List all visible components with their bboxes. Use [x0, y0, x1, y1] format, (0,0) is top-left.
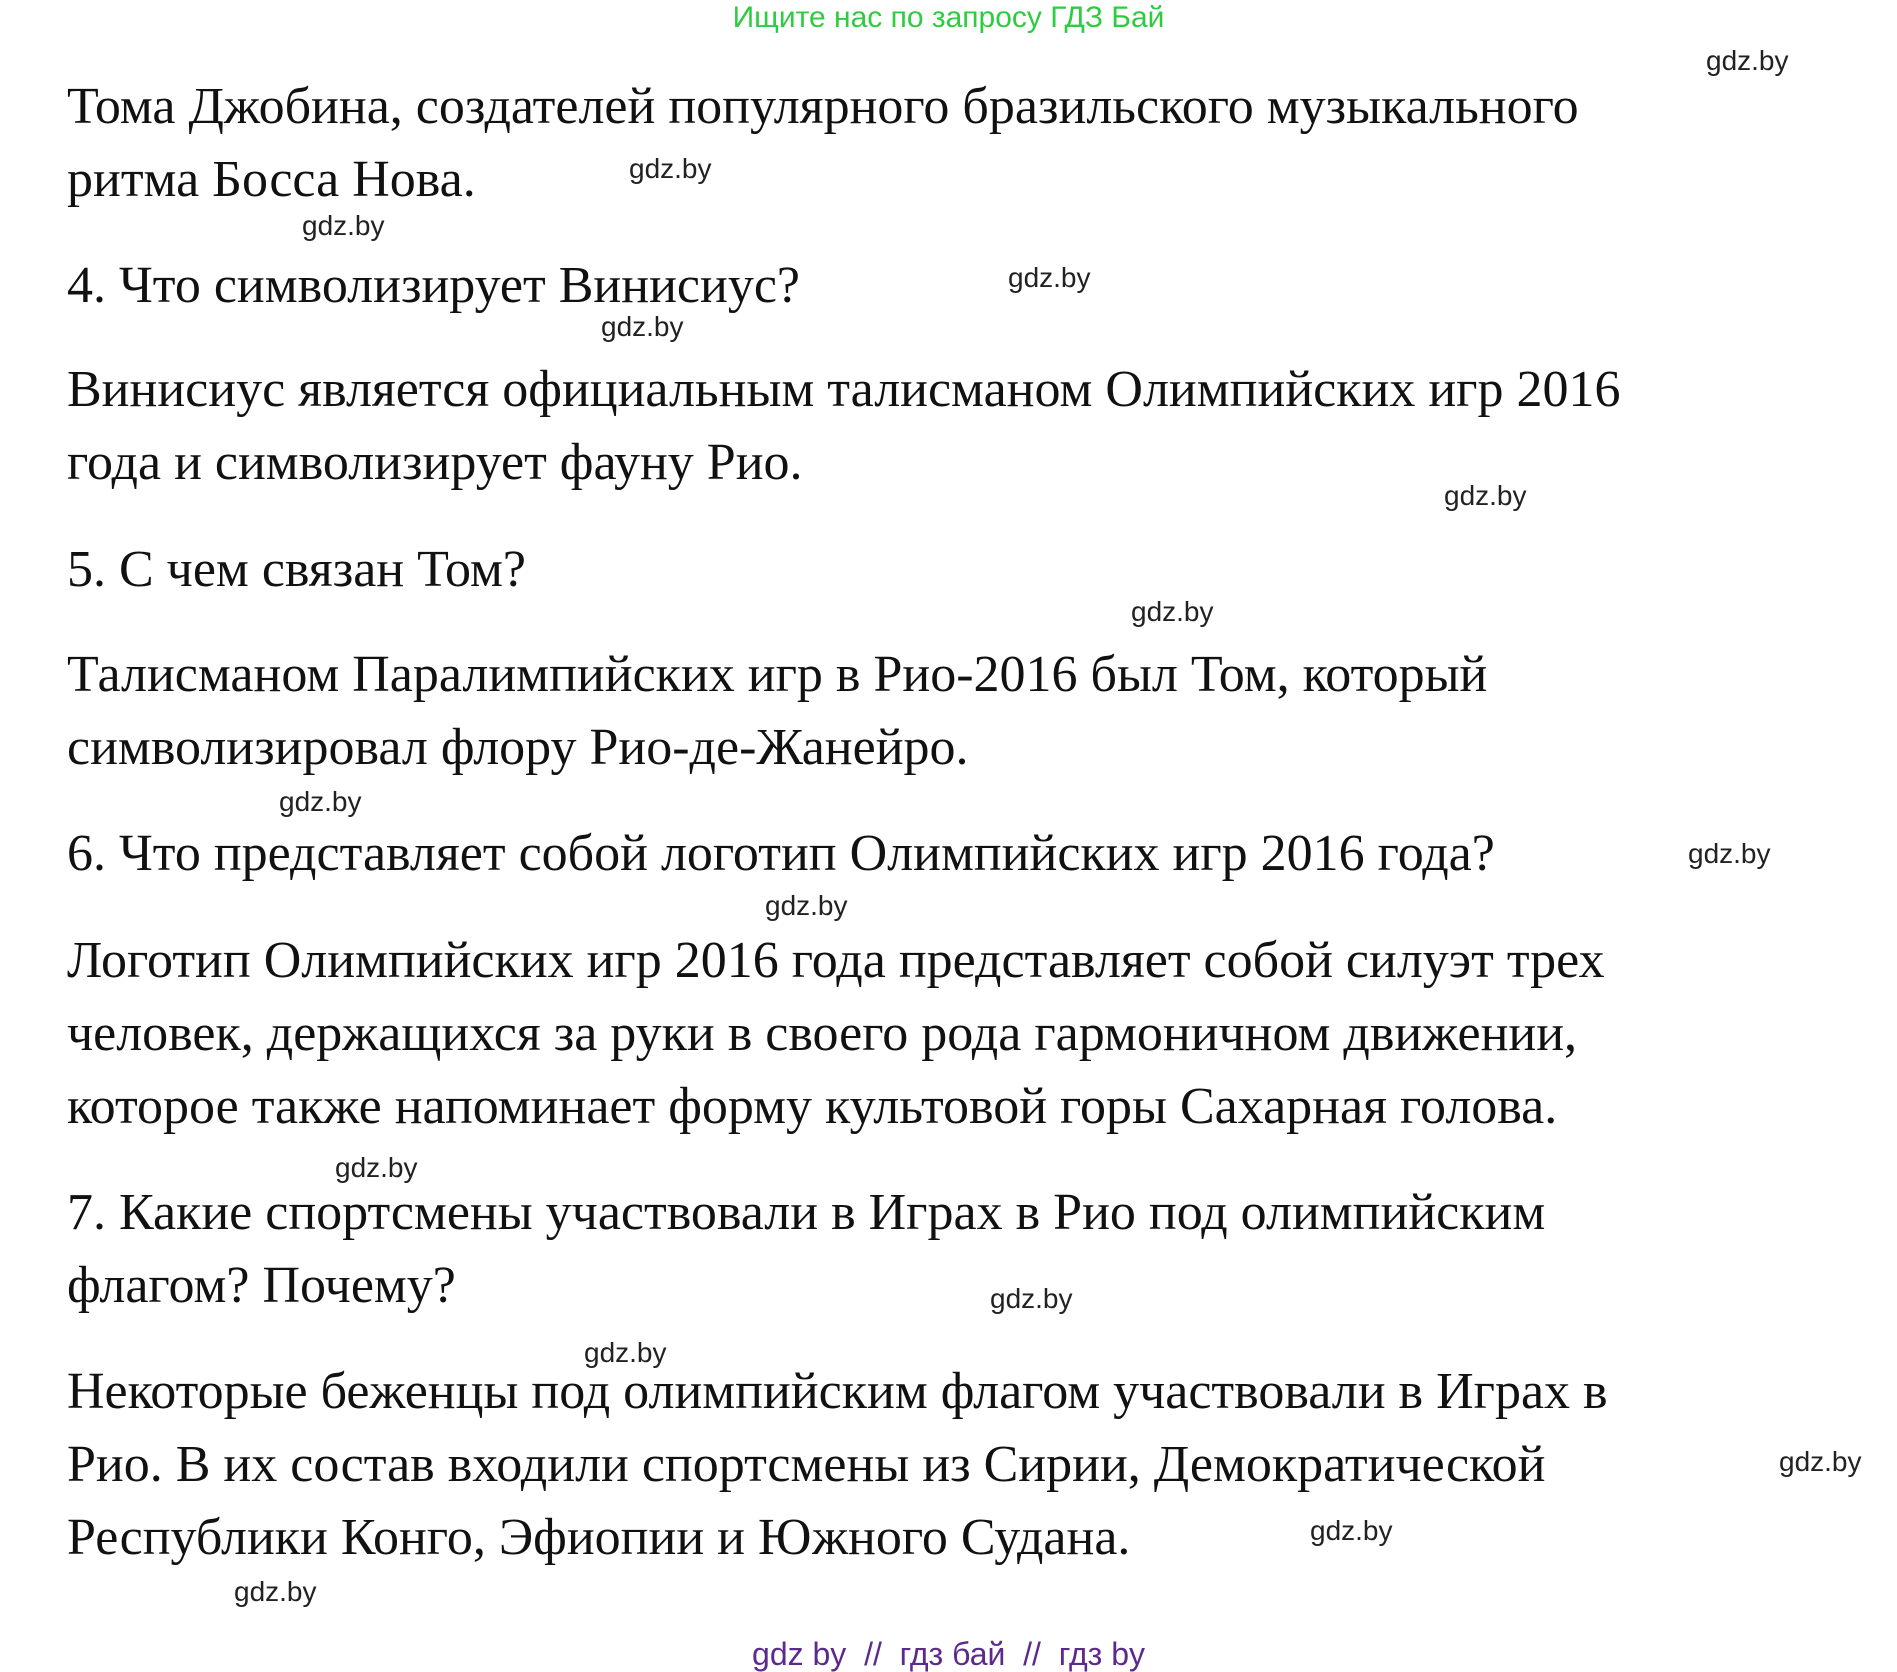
watermark: gdz.by	[1008, 262, 1091, 293]
text-line: Винисиус является официальным талисманом Олимпийских игр 2016	[67, 361, 1621, 418]
question-6: 6. Что представляет собой логотип Олимпийских игр 2016 года?	[67, 825, 1495, 882]
header-banner: Ищите нас по запросу ГДЗ Бай	[732, 1, 1165, 34]
watermark: gdz.by	[584, 1337, 667, 1368]
text-line: символизировал флору Рио-де-Жанейро.	[67, 719, 969, 776]
text-line: человек, держащихся за руки в своего рода гармоничном движении,	[67, 1005, 1578, 1062]
text-line: года и символизирует фауну Рио.	[67, 434, 803, 491]
watermark: gdz.by	[990, 1283, 1073, 1314]
text-line: флагом? Почему?	[67, 1257, 456, 1314]
text-line: Логотип Олимпийских игр 2016 года представляет собой силуэт трех	[67, 932, 1605, 989]
watermark: gdz.by	[1444, 480, 1527, 511]
watermark: gdz.by	[302, 210, 385, 241]
watermark: gdz.by	[279, 786, 362, 817]
watermark: gdz.by	[1706, 45, 1789, 76]
watermark: gdz.by	[234, 1576, 317, 1607]
watermark: gdz.by	[1779, 1446, 1862, 1477]
footer-links: gdz by // гдз бай // гдз by	[752, 1636, 1145, 1672]
text-line: Рио. В их состав входили спортсмены из Сирии, Демократической	[67, 1436, 1546, 1493]
question-7: 7. Какие спортсмены участвовали в Играх в Рио под олимпийским	[67, 1184, 1546, 1241]
watermark: gdz.by	[629, 153, 712, 184]
text-line: Некоторые беженцы под олимпийским флагом участвовали в Играх в	[67, 1363, 1608, 1420]
watermark: gdz.by	[1688, 838, 1771, 869]
question-4: 4. Что символизирует Винисиус?	[67, 257, 800, 314]
question-5: 5. С чем связан Том?	[67, 541, 526, 598]
watermark: gdz.by	[335, 1152, 418, 1183]
watermark: gdz.by	[1310, 1515, 1393, 1546]
text-line: которое также напоминает форму культовой горы Сахарная голова.	[67, 1078, 1558, 1135]
watermark: gdz.by	[1131, 596, 1214, 627]
watermark: gdz.by	[765, 890, 848, 921]
watermark: gdz.by	[601, 311, 684, 342]
text-line: Талисманом Паралимпийских игр в Рио-2016 был Том, который	[67, 646, 1488, 703]
text-line: Республики Конго, Эфиопии и Южного Судана.	[67, 1509, 1131, 1566]
text-line: Тома Джобина, создателей популярного бразильского музыкального	[67, 78, 1579, 135]
text-line: ритма Босса Нова.	[67, 151, 476, 208]
